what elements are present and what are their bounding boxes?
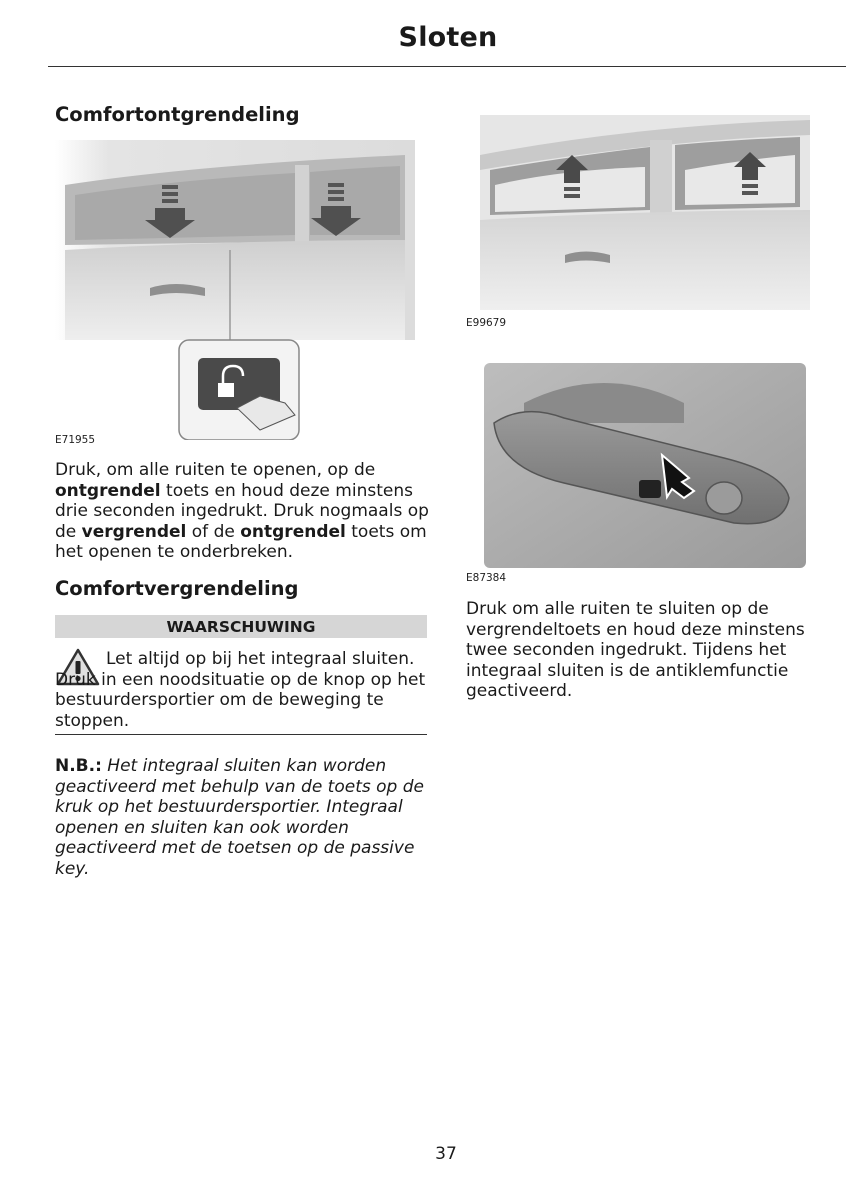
section-heading-comfortvergrendeling: Comfortvergrendeling <box>55 577 299 600</box>
instruction-paragraph: Druk, om alle ruiten te openen, op de ontgrendel toets en houd deze minstens drie seconden ingedrukt. Druk nogmaals op de vergrendel of de ontgrendel toets om het openen te onderbreken. <box>55 460 429 562</box>
figure-caption: E99679 <box>466 317 507 329</box>
figure-caption: E87384 <box>466 572 507 584</box>
section-heading-comfortontgrendeling: Comfortontgrendeling <box>55 103 300 126</box>
note-paragraph: N.B.: Het integraal sluiten kan worden geactiveerd met behulp van de toets op de kruk op het bestuurdersportier. Integraal openen en sluiten kan ook worden geactiveerd met de toetsen op de passive key. <box>55 756 424 879</box>
figure-window-open-illustration <box>55 140 415 440</box>
figure-window-close-illustration <box>480 115 810 310</box>
warning-text: Let altijd op bij het integraal sluiten. Druk in een noodsituatie op de knop op het bestuurdersportier om de beweging te stoppen. <box>55 649 426 731</box>
warning-bottom-rule <box>55 734 427 735</box>
close-instruction-paragraph: Druk om alle ruiten te sluiten op de vergrendeltoets en houd deze minstens twee seconden ingedrukt. Tijdens het integraal sluiten is de antiklemfunctie geactiveerd. <box>466 599 805 701</box>
figure-door-handle-illustration <box>484 363 806 568</box>
page-number: 37 <box>435 1144 457 1164</box>
title-divider <box>48 66 846 67</box>
warning-label-bar: WAARSCHUWING <box>55 615 427 638</box>
page-title: Sloten <box>398 22 498 53</box>
figure-caption: E71955 <box>55 434 96 446</box>
car-windows-close-image <box>480 115 810 310</box>
door-handle-image <box>484 363 806 568</box>
car-windows-open-image <box>55 140 415 440</box>
